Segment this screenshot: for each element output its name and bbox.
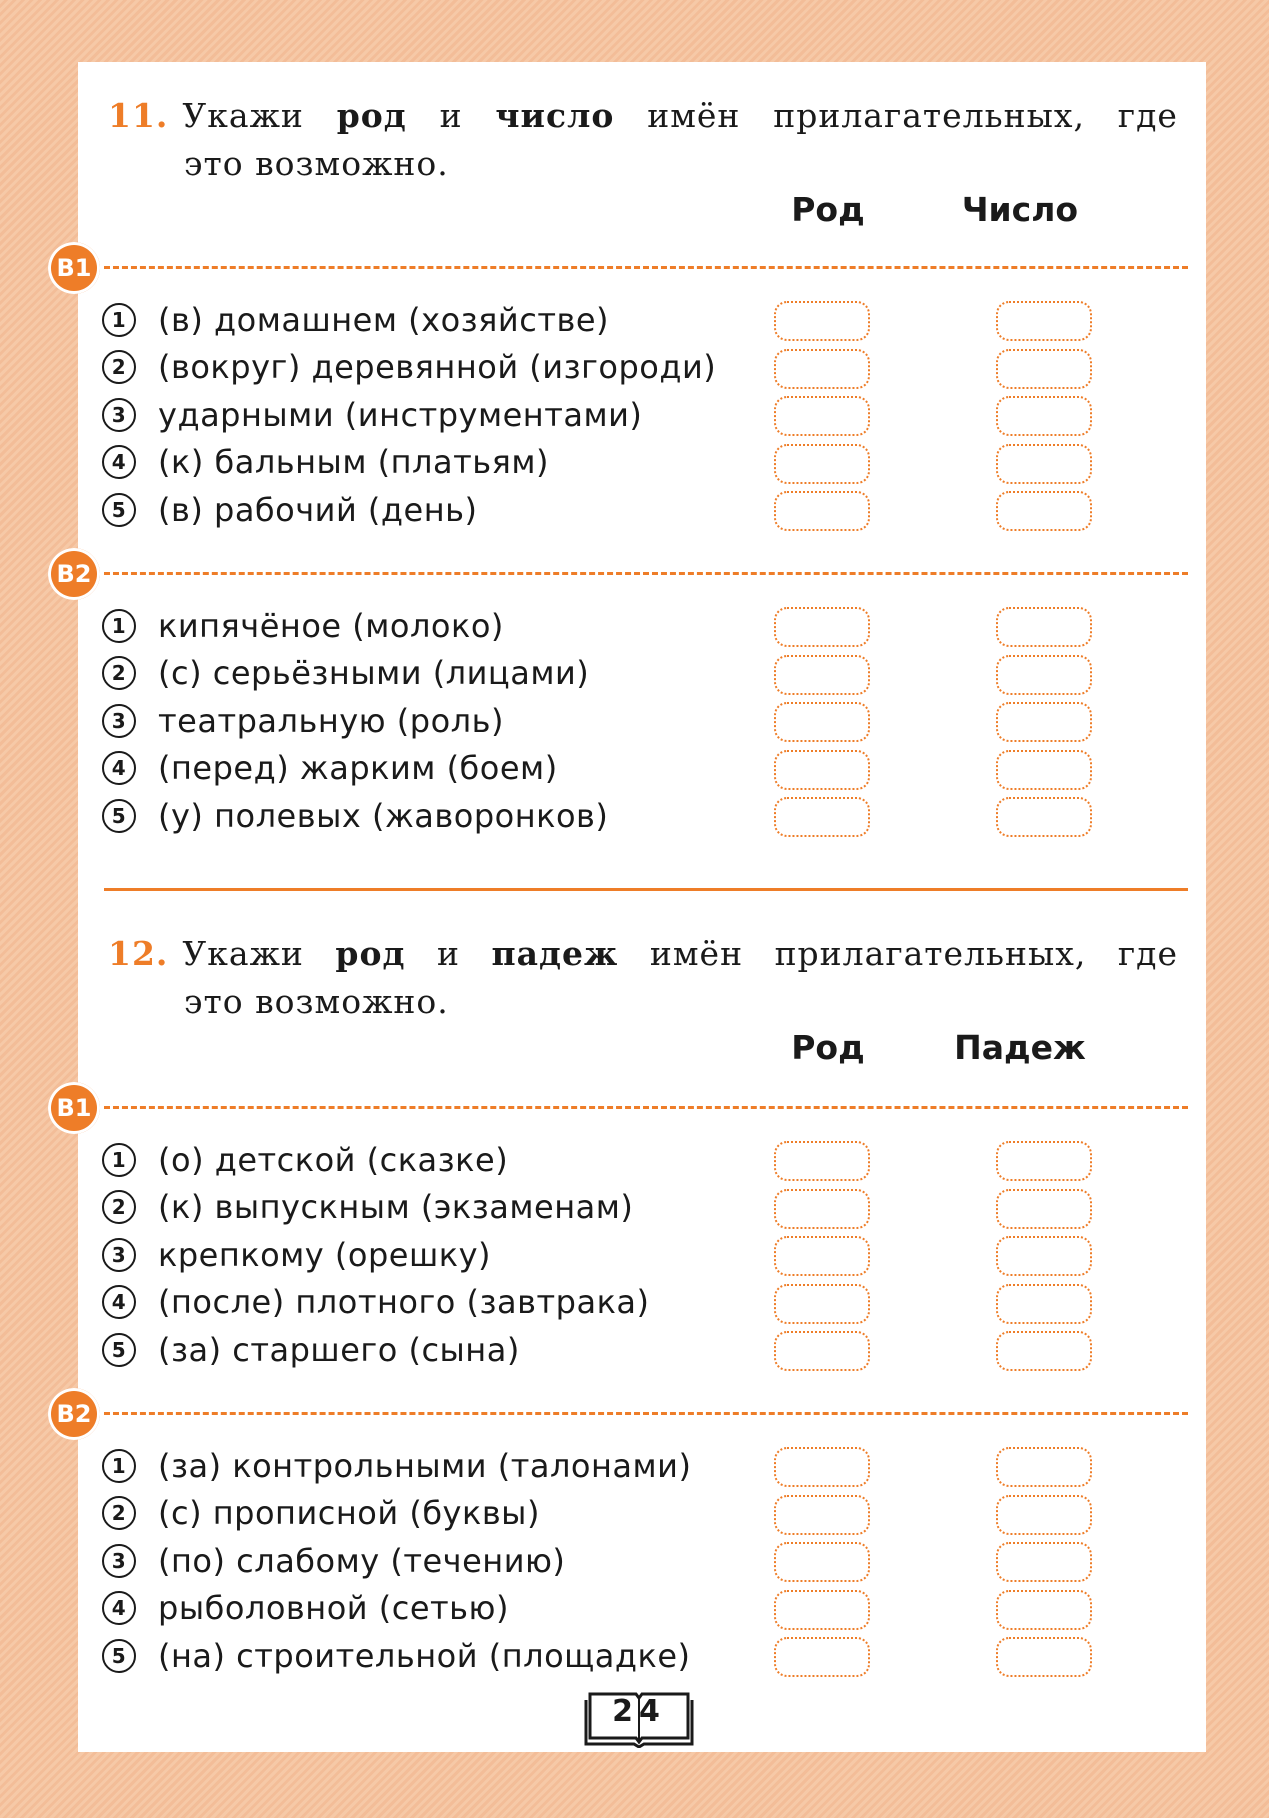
divider-dashed <box>104 1412 1188 1415</box>
answer-box-gender[interactable] <box>774 1331 870 1371</box>
answer-box-case[interactable] <box>996 1236 1092 1276</box>
task-11-variant-2-list <box>102 602 1182 840</box>
item-text: (с) серьёзными (лицами) <box>158 654 590 693</box>
answer-box-gender[interactable] <box>774 491 870 531</box>
task-11-line2: это возможно. <box>184 144 449 183</box>
item-number: 5 <box>102 493 136 527</box>
task-12-variant-1-list <box>102 1136 1182 1374</box>
answer-box-gender[interactable] <box>774 1284 870 1324</box>
list-item <box>102 1326 1182 1374</box>
item-number: 3 <box>102 398 136 432</box>
task-11-line1 <box>108 92 1178 140</box>
item-number: 2 <box>102 656 136 690</box>
word-bold: род <box>336 96 407 135</box>
word: прилагательных, <box>773 96 1085 135</box>
item-number: 1 <box>102 1143 136 1177</box>
page-number-book <box>584 1688 694 1748</box>
answer-box-case[interactable] <box>996 1284 1092 1324</box>
item-text: (к) выпускным (экзаменам) <box>158 1188 634 1227</box>
variant-badge: В1 <box>48 242 100 294</box>
answer-box-gender[interactable] <box>774 1590 870 1630</box>
answer-box-case[interactable] <box>996 1189 1092 1229</box>
word-bold: число <box>495 96 615 135</box>
task-11-prompt <box>108 92 1178 188</box>
list-item <box>102 1442 1182 1490</box>
task-12-prompt <box>108 930 1178 1026</box>
divider-dashed <box>104 1106 1188 1109</box>
answer-box-gender[interactable] <box>774 1542 870 1582</box>
item-number: 5 <box>102 1333 136 1367</box>
item-text: (о) детской (сказке) <box>158 1140 509 1179</box>
answer-box-number[interactable] <box>996 607 1092 647</box>
item-text: крепкому (орешку) <box>158 1235 491 1274</box>
answer-box-gender[interactable] <box>774 396 870 436</box>
column-header-case: Падеж <box>954 1028 1086 1067</box>
list-item <box>102 1537 1182 1585</box>
answer-box-number[interactable] <box>996 301 1092 341</box>
task-12-number: 12. <box>108 934 169 973</box>
item-number: 4 <box>102 1591 136 1625</box>
answer-box-gender[interactable] <box>774 655 870 695</box>
item-number: 1 <box>102 1449 136 1483</box>
answer-box-case[interactable] <box>996 1447 1092 1487</box>
variant-badge: В1 <box>48 1082 100 1134</box>
item-text: (за) контрольными (талонами) <box>158 1446 692 1485</box>
item-text: (в) домашнем (хозяйстве) <box>158 300 609 339</box>
list-item <box>102 439 1182 487</box>
answer-box-case[interactable] <box>996 1637 1092 1677</box>
answer-box-number[interactable] <box>996 444 1092 484</box>
item-number: 3 <box>102 704 136 738</box>
answer-box-number[interactable] <box>996 797 1092 837</box>
worksheet-page <box>56 62 1206 1752</box>
item-text: рыболовной (сетью) <box>158 1589 509 1628</box>
item-text: (у) полевых (жаворонков) <box>158 796 609 835</box>
item-number: 4 <box>102 445 136 479</box>
list-item <box>102 344 1182 392</box>
answer-box-gender[interactable] <box>774 1495 870 1535</box>
word: где <box>1117 96 1178 135</box>
list-item <box>102 1279 1182 1327</box>
answer-box-number[interactable] <box>996 655 1092 695</box>
answer-box-case[interactable] <box>996 1331 1092 1371</box>
answer-box-gender[interactable] <box>774 1447 870 1487</box>
variant-badge: В2 <box>48 1388 100 1440</box>
list-item <box>102 792 1182 840</box>
item-number: 3 <box>102 1544 136 1578</box>
task-12-variant-2-list <box>102 1442 1182 1680</box>
column-header-gender: Род <box>791 1028 865 1067</box>
answer-box-gender[interactable] <box>774 750 870 790</box>
answer-box-gender[interactable] <box>774 1236 870 1276</box>
word: и <box>439 96 463 135</box>
answer-box-case[interactable] <box>996 1542 1092 1582</box>
variant-badge: В2 <box>48 548 100 600</box>
list-item <box>102 1231 1182 1279</box>
answer-box-gender[interactable] <box>774 301 870 341</box>
item-number: 2 <box>102 1496 136 1530</box>
item-text: (перед) жарким (боем) <box>158 749 558 788</box>
answer-box-number[interactable] <box>996 491 1092 531</box>
item-number: 5 <box>102 1639 136 1673</box>
list-item <box>102 391 1182 439</box>
item-text: (с) прописной (буквы) <box>158 1494 540 1533</box>
word: где <box>1117 934 1178 973</box>
item-text: (за) старшего (сына) <box>158 1330 520 1369</box>
answer-box-gender[interactable] <box>774 797 870 837</box>
item-text: (вокруг) деревянной (изгороди) <box>158 348 717 387</box>
item-text: (по) слабому (течению) <box>158 1541 566 1580</box>
word: Укажи <box>182 934 304 973</box>
answer-box-gender[interactable] <box>774 444 870 484</box>
answer-box-number[interactable] <box>996 396 1092 436</box>
item-text: театральную (роль) <box>158 701 504 740</box>
item-number: 2 <box>102 1190 136 1224</box>
answer-box-case[interactable] <box>996 1495 1092 1535</box>
task-12-line2: это возможно. <box>184 982 449 1021</box>
list-item <box>102 697 1182 745</box>
answer-box-case[interactable] <box>996 1590 1092 1630</box>
list-item <box>102 1136 1182 1184</box>
answer-box-gender[interactable] <box>774 1637 870 1677</box>
task-11-number: 11. <box>108 96 169 135</box>
item-number: 5 <box>102 799 136 833</box>
word: имён <box>647 96 741 135</box>
list-item <box>102 1632 1182 1680</box>
divider-dashed <box>104 572 1188 575</box>
task-12-line1 <box>108 930 1178 978</box>
word: прилагательных, <box>774 934 1087 973</box>
item-text: (в) рабочий (день) <box>158 490 478 529</box>
answer-box-gender[interactable] <box>774 1141 870 1181</box>
list-item <box>102 1490 1182 1538</box>
word: и <box>437 934 461 973</box>
column-header-gender: Род <box>791 190 865 229</box>
item-number: 3 <box>102 1238 136 1272</box>
item-number: 4 <box>102 1285 136 1319</box>
word-bold: падеж <box>491 934 619 973</box>
answer-box-number[interactable] <box>996 702 1092 742</box>
answer-box-number[interactable] <box>996 750 1092 790</box>
section-separator <box>104 888 1188 891</box>
answer-box-gender[interactable] <box>774 1189 870 1229</box>
word: Укажи <box>182 96 304 135</box>
item-text: (на) строительной (площадке) <box>158 1636 691 1675</box>
item-number: 4 <box>102 751 136 785</box>
word: имён <box>649 934 744 973</box>
answer-box-gender[interactable] <box>774 607 870 647</box>
item-text: (после) плотного (завтрака) <box>158 1283 650 1322</box>
list-item <box>102 745 1182 793</box>
word-bold: род <box>335 934 406 973</box>
list-item <box>102 602 1182 650</box>
list-item <box>102 296 1182 344</box>
list-item <box>102 486 1182 534</box>
list-item <box>102 1585 1182 1633</box>
divider-dashed <box>104 266 1188 269</box>
item-text: ударными (инструментами) <box>158 395 643 434</box>
item-number: 1 <box>102 303 136 337</box>
answer-box-gender[interactable] <box>774 349 870 389</box>
column-header-number: Число <box>961 190 1079 229</box>
item-number: 1 <box>102 609 136 643</box>
answer-box-gender[interactable] <box>774 702 870 742</box>
list-item <box>102 650 1182 698</box>
answer-box-case[interactable] <box>996 1141 1092 1181</box>
item-number: 2 <box>102 350 136 384</box>
item-text: (к) бальным (платьям) <box>158 443 549 482</box>
list-item <box>102 1184 1182 1232</box>
answer-box-number[interactable] <box>996 349 1092 389</box>
page-number: 24 <box>612 1694 666 1729</box>
item-text: кипячёное (молоко) <box>158 606 504 645</box>
task-11-variant-1-list <box>102 296 1182 534</box>
